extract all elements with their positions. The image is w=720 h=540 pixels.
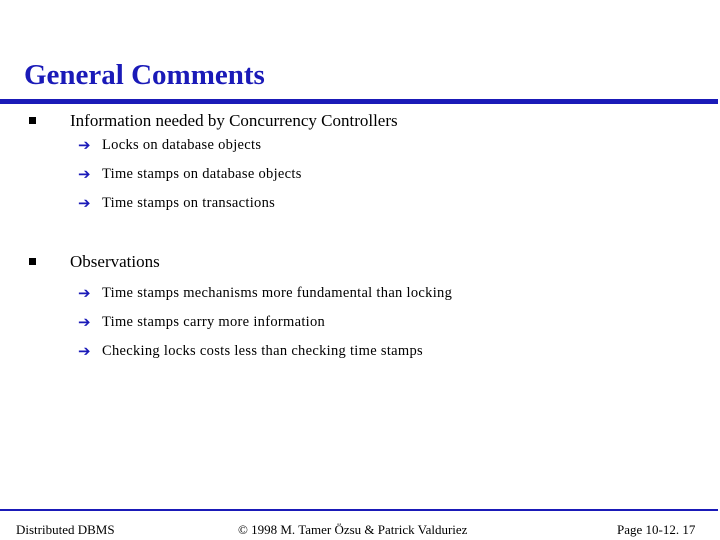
footer-copyright: © 1998 M. Tamer Özsu & Patrick Valduriez xyxy=(238,522,468,537)
sub-bullet-text: Time stamps mechanisms more fundamental than locking xyxy=(102,285,453,301)
sub-bullet-text: Time stamps on database objects xyxy=(102,166,302,182)
arrow-right-icon: ➔ xyxy=(78,194,91,212)
arrow-right-icon: ➔ xyxy=(78,284,91,302)
square-bullet-icon xyxy=(29,258,36,265)
arrow-right-icon: ➔ xyxy=(78,136,91,154)
sub-bullet-text: Time stamps carry more information xyxy=(102,314,326,330)
title-divider xyxy=(0,99,718,104)
slide-title: General Comments xyxy=(24,59,265,91)
sub-bullet-text: Locks on database objects xyxy=(102,137,262,153)
arrow-right-icon: ➔ xyxy=(78,342,91,360)
bullet-heading: Observations xyxy=(70,252,160,271)
square-bullet-icon xyxy=(29,117,36,124)
footer-course-name: Distributed DBMS xyxy=(16,522,115,537)
bullet-heading: Information needed by Concurrency Controllers xyxy=(70,111,398,130)
arrow-right-icon: ➔ xyxy=(78,313,91,331)
arrow-right-icon: ➔ xyxy=(78,165,91,183)
footer-page-number: Page 10-12. 17 xyxy=(617,522,696,537)
footer-divider xyxy=(0,509,718,511)
sub-bullet-text: Checking locks costs less than checking time stamps xyxy=(102,343,423,359)
sub-bullet-text: Time stamps on transactions xyxy=(102,195,276,211)
